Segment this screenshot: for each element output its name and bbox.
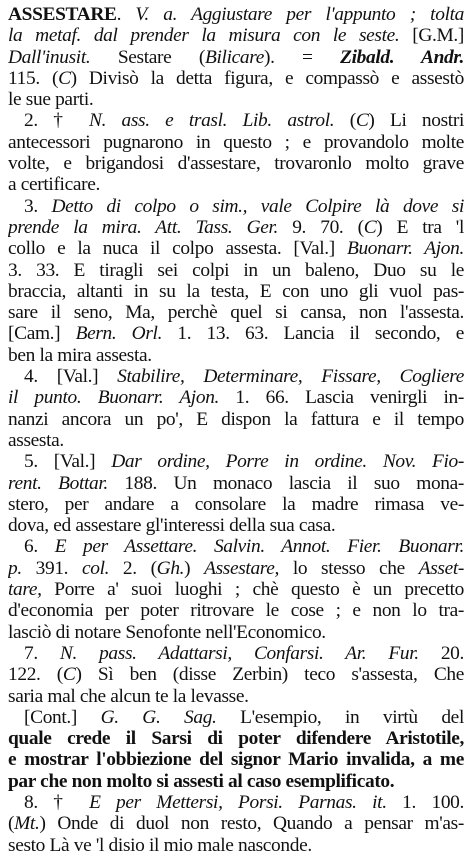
italic-text: Zibald. Andr.	[340, 46, 464, 68]
text-segment: 3.	[24, 195, 52, 217]
text-segment: sesto Là ve 'l disio il mio male nasconde.	[8, 834, 312, 856]
italic-text: Buonarr. Ajon.	[346, 238, 464, 260]
text-segment: (	[334, 110, 356, 132]
italic-text: la metaf. dal prender la misura con le seste.	[8, 25, 400, 47]
text-segment: 122. (	[8, 664, 63, 686]
text-line	[8, 323, 464, 344]
text-segment: ) Li nostri	[368, 110, 464, 132]
italic-text: il punto. Buonarr. Ajon.	[8, 387, 220, 409]
text-segment: le sue parti.	[8, 89, 94, 111]
italic-text: V. a. Aggiustare per l'appunto ; tolta	[135, 4, 464, 25]
text-line	[8, 68, 464, 89]
text-segment: volte, e brigandosi d'assestare, trovaronlo molto grave	[8, 153, 464, 175]
text-segment: L'esempio, in virtù del	[216, 706, 464, 728]
text-segment: assesta.	[8, 429, 64, 451]
text-line	[8, 558, 464, 579]
italic-text: rent. Bottar.	[8, 472, 108, 494]
text-line	[8, 153, 464, 174]
text-line	[8, 366, 464, 387]
italic-text: Stabilire, Determinare, Fissare, Cogliere	[117, 366, 464, 388]
text-segment: Sestare (	[90, 46, 206, 68]
text-segment: 9. 70. (	[278, 216, 364, 238]
text-line	[8, 345, 464, 366]
text-line	[8, 600, 464, 621]
italic-text: C	[62, 664, 76, 686]
bold-text: quale crede il Sarsi di poter difendere Aristotile,	[8, 728, 464, 750]
italic-text: Detto di colpo o sim., vale Colpire là dove si	[51, 195, 464, 217]
text-line	[8, 813, 464, 834]
text-segment: lo stesso che	[279, 557, 419, 579]
text-segment: lasciò di notare Senofonte nell'Economico.	[8, 621, 326, 643]
text-line	[8, 387, 464, 408]
text-segment: braccia, altanti in su la testa, E con uno gli vuol pas-	[8, 280, 464, 302]
text-segment: sare il seno, Ma, perchè quel si cansa, non l'assesta.	[8, 302, 464, 324]
text-segment: 391.	[21, 557, 82, 579]
text-segment: 115. (	[8, 67, 59, 89]
text-segment: 8. †	[24, 791, 90, 813]
text-segment: 7.	[24, 642, 60, 664]
italic-text: prende la mira. Att. Tass. Ger.	[8, 216, 279, 238]
italic-text: Asset-	[418, 557, 464, 579]
text-segment: dova, ed assestare gl'interessi della sua casa.	[8, 515, 336, 537]
text-line	[8, 25, 464, 46]
text-line	[8, 749, 464, 770]
text-segment: [Cam.]	[8, 323, 76, 345]
text-line	[8, 217, 464, 238]
text-line	[8, 196, 464, 217]
italic-text: Dall'inusit.	[8, 46, 91, 68]
text-segment: 1. 100.	[386, 791, 464, 813]
text-segment: .	[116, 4, 136, 25]
text-segment: ) E tra 'l	[376, 216, 464, 238]
text-segment: Porre a' suoi luoghi ; chè questo è un precetto	[41, 579, 464, 601]
italic-text: N. ass. e trasl. Lib. astrol.	[88, 110, 335, 132]
italic-text: C	[58, 67, 71, 89]
italic-text: Dar ordine, Porre in ordine. Nov. Fio-	[111, 451, 464, 473]
text-segment: 1. 66. Lascia venirgli in-	[219, 387, 464, 409]
text-line	[8, 260, 464, 281]
text-line	[8, 302, 464, 323]
text-line	[8, 89, 464, 110]
text-line	[8, 47, 464, 68]
text-segment: 2. (	[109, 557, 157, 579]
text-segment: a certificare.	[8, 174, 100, 196]
text-segment: nanzi ancora un po', E dispon la fattura e il tempo	[8, 408, 464, 430]
text-line	[8, 792, 464, 813]
text-segment: 188. Un monaco lascia il suo mona-	[107, 472, 464, 494]
text-line	[8, 473, 464, 494]
text-segment: 6.	[24, 536, 55, 558]
italic-text: N. pass. Adattarsi, Confarsi. Ar. Fur.	[59, 642, 419, 664]
text-line	[8, 409, 464, 430]
text-line	[8, 494, 464, 515]
text-line	[8, 771, 464, 792]
text-segment: 2. †	[24, 110, 89, 132]
text-segment: 20.	[418, 642, 464, 664]
text-line	[8, 451, 464, 472]
italic-text: C	[355, 110, 369, 132]
text-segment: saria mal che alcun te la levasse.	[8, 685, 249, 707]
text-segment: 5. [Val.]	[24, 451, 112, 473]
text-line	[8, 643, 464, 664]
text-segment: ). =	[263, 46, 341, 68]
text-segment: stero, per andare a consolare la madre rimasa ve-	[8, 493, 464, 515]
text-line	[8, 281, 464, 302]
text-line	[8, 728, 464, 749]
italic-text: Assestare,	[204, 557, 280, 579]
text-segment: ben la mira assesta.	[8, 344, 152, 366]
text-segment: collo e la nuca il colpo assesta. [Val.]	[8, 238, 347, 260]
text-line	[8, 707, 464, 728]
text-segment: )	[184, 557, 205, 579]
italic-text: p.	[8, 557, 22, 579]
italic-text: Bilicare	[205, 46, 264, 68]
text-segment: ) Sì ben (disse Zerbin) teco s'assesta, Che	[75, 664, 464, 686]
text-line	[8, 835, 464, 856]
italic-text: G. G. Sag.	[100, 706, 217, 728]
italic-text: E per Assettare. Salvin. Annot. Fier. Buonarr.	[54, 536, 464, 558]
text-segment: 4. [Val.]	[24, 366, 118, 388]
text-segment: antecessori pugnarono in questo ; e provandolo molte	[8, 131, 464, 153]
text-line	[8, 174, 464, 195]
bold-text: e mostrar l'obbiezione del signor Mario invalida, a me	[8, 749, 464, 771]
italic-text: Bern. Orl.	[75, 323, 163, 345]
text-line	[8, 664, 464, 685]
italic-text: Mt.	[14, 813, 40, 835]
text-line	[8, 430, 464, 451]
text-segment: ) Divisò la detta figura, e compassò e assestò	[70, 67, 464, 89]
text-line	[8, 238, 464, 259]
text-segment: ) Onde di duol non resto, Quando a pensar m'as-	[39, 813, 464, 835]
italic-text: tare,	[8, 579, 42, 601]
text-segment: [Cont.]	[24, 706, 101, 728]
text-line	[8, 4, 464, 25]
text-line	[8, 622, 464, 643]
text-line	[8, 515, 464, 536]
bold-text: ASSESTARE	[8, 4, 117, 25]
bold-text: par che non molto si assesti al caso esemplificato.	[8, 770, 395, 792]
text-line	[8, 686, 464, 707]
italic-text: E per Mettersi, Porsi. Parnas. it.	[89, 791, 387, 813]
text-line	[8, 132, 464, 153]
text-segment: 1. 13. 63. Lancia il secondo, e	[162, 323, 464, 345]
text-segment: 3. 33. E tiragli sei colpi in un baleno, Duo su le	[8, 259, 464, 281]
italic-text: C	[363, 216, 377, 238]
dictionary-entry-assestare	[8, 4, 464, 856]
text-segment: (	[8, 813, 15, 835]
text-line	[8, 536, 464, 557]
text-segment: d'economia per poter ritrovare le cose ; e non lo tra-	[8, 600, 464, 622]
text-line	[8, 110, 464, 131]
text-segment: [G.M.]	[399, 25, 464, 47]
text-line	[8, 579, 464, 600]
italic-text: Gh.	[156, 557, 185, 579]
italic-text: col.	[81, 557, 110, 579]
